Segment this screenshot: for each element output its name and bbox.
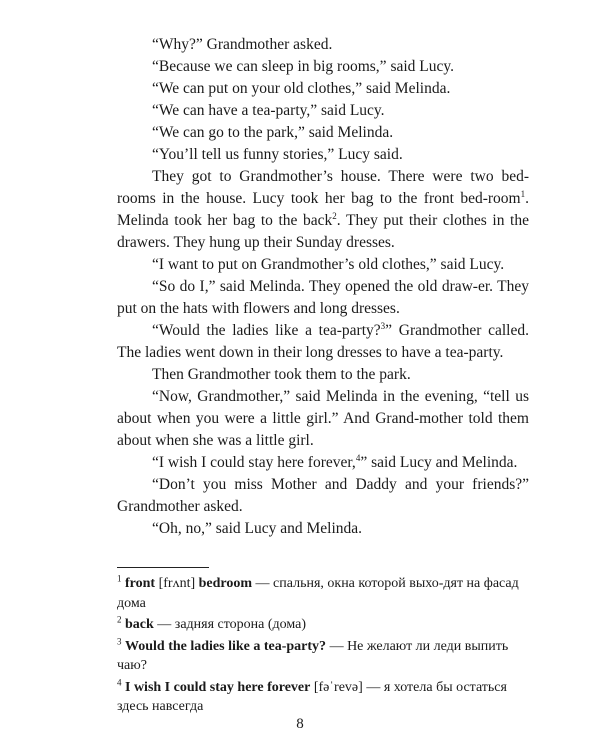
paragraph: “So do I,” said Melinda. They opened the old draw-er. They put on the hats with flowers and long dresses.: [117, 278, 529, 317]
paragraph: [117, 320, 529, 364]
footnote-number: 3: [117, 635, 122, 646]
footnote-ref: 3: [380, 320, 386, 331]
footnote-term: I wish I could stay here forever: [125, 679, 311, 695]
text-run: They got to Grandmother’s house. There were two bed-rooms in the house. Lucy took her bag to the front bed-room: [117, 168, 529, 207]
text-run: . They put their clothes in the drawers. They hung up their Sunday dresses.: [117, 212, 529, 251]
footnote-term: front: [125, 576, 156, 591]
footnote-divider: [117, 567, 209, 568]
footnote-transcription: [fəˈrevə]: [310, 679, 367, 695]
paragraph: “Don’t you miss Mother and Daddy and your friends?” Grandmother asked.: [117, 476, 529, 515]
text-run: . Melinda took her bag to the back: [117, 190, 529, 229]
paragraph: “Why?” Grandmother asked.: [152, 36, 333, 53]
footnote-term: Would the ladies like a tea-party?: [125, 638, 327, 654]
paragraph: “We can put on your old clothes,” said Melinda.: [152, 80, 451, 97]
paragraph: “Because we can sleep in big rooms,” said Lucy.: [152, 58, 455, 75]
footnote-term: back: [125, 617, 154, 632]
footnotes: [117, 574, 529, 719]
footnote-ref: 2: [332, 210, 337, 221]
page-number: 8: [296, 716, 304, 732]
paragraph: [117, 452, 529, 474]
paragraph: Then Grandmother took them to the park.: [152, 366, 411, 383]
footnote-ref: 4: [355, 452, 361, 463]
text-run: ” Grandmother called. The ladies went down in their long dresses to have a tea-party.: [117, 322, 529, 361]
footnote-translation: — Не желают ли леди выпить чаю?: [117, 638, 509, 673]
footnote-number: 1: [117, 573, 122, 584]
text-run: “Would the ladies like a tea-party?: [152, 322, 381, 339]
paragraph: “I want to put on Grandmother’s old clothes,” said Lucy.: [152, 256, 505, 273]
footnote-translation: — задняя сторона (дома): [153, 617, 307, 632]
footnote-item: [117, 574, 529, 613]
paragraph: “You’ll tell us funny stories,” Lucy said.: [152, 146, 403, 163]
text-run: ” said Lucy and Melinda.: [360, 454, 518, 471]
footnote-number: 2: [117, 614, 122, 625]
footnote-term: bedroom: [198, 576, 253, 591]
footnote-translation: — я хотела бы остаться здесь навсегда: [117, 679, 507, 714]
paragraph: [117, 166, 529, 254]
footnote-ref: 1: [520, 188, 526, 199]
footnote-transcription: [frʌnt]: [155, 576, 199, 591]
footnote-item: [117, 678, 529, 717]
paragraph: “Now, Grandmother,” said Melinda in the evening, “tell us about when you were a little girl.” And Grand-mother told them about when she was a little girl.: [117, 388, 529, 449]
paragraph: “We can go to the park,” said Melinda.: [152, 124, 394, 141]
footnote-item: [117, 615, 529, 635]
paragraph: “We can have a tea-party,” said Lucy.: [152, 102, 385, 119]
text-run: “I wish I could stay here forever,: [152, 454, 356, 471]
footnote-number: 4: [117, 676, 122, 687]
footnote-translation: — спальня, окна которой выхо-дят на фасад дома: [117, 576, 519, 611]
paragraph: “Oh, no,” said Lucy and Melinda.: [152, 520, 363, 537]
footnote-item: [117, 637, 529, 676]
story-text: [117, 34, 529, 540]
